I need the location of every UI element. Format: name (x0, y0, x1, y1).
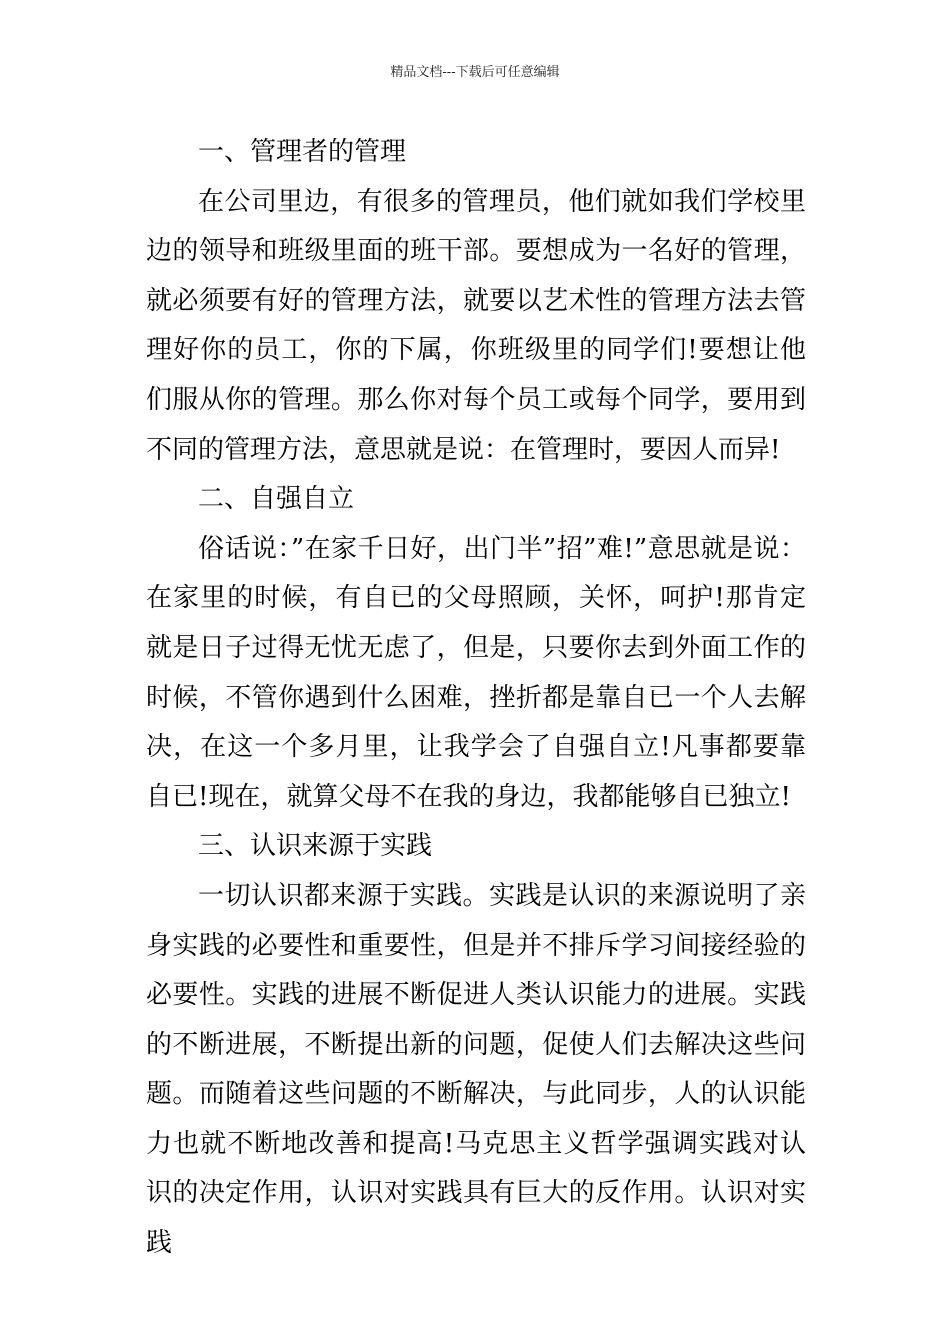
section-heading-1: 一、管理者的管理 (198, 137, 407, 167)
section-paragraph-3: 一切认识都来源于实践。实践是认识的来源说明了亲身实践的必要性和重要性，但是并不排斥学习间接经验的必要性。实践的进展不断促进人类认识能力的进展。实践的不断进展，不断提出新的问题，促使人们去解决这些问题。而随着这些问题的不断解决，与此同步，人的认识能力也就不断地改善和提高!马克思主义哲学强调实践对认识的决定作用，认识对实践具有巨大的反作用。认识对实践 (146, 880, 806, 1259)
page-header: 精品文档---下载后可任意编辑 (390, 65, 560, 80)
section-heading-3: 三、认识来源于实践 (198, 831, 433, 862)
document-body (146, 128, 806, 1269)
section-heading-2: 二、自强自立 (198, 484, 355, 515)
section-paragraph-1: 在公司里边，有很多的管理员，他们就如我们学校里边的领导和班级里面的班干部。要想成为一名好的管理，就必须要有好的管理方法，就要以艺术性的管理方法去管理好你的员工，你的下属，你班级里的同学们!要想让他们服从你的管理。那么你对每个员工或每个同学，要用到不同的管理方法，意思就是说：在管理时，要因人而异! (146, 186, 806, 465)
section-paragraph-2: 俗话说：”在家千日好，出门半”招”难!”意思就是说：在家里的时候，有自已的父母照顾，关怀，呵护!那肯定就是日子过得无忧无虑了，但是，只要你去到外面工作的时候，不管你遇到什么困难，挫折都是靠自已一个人去解决，在这一个多月里，让我学会了自强自立!凡事都要靠自已!现在，就算父母不在我的身边，我都能够自已独立! (146, 533, 806, 812)
